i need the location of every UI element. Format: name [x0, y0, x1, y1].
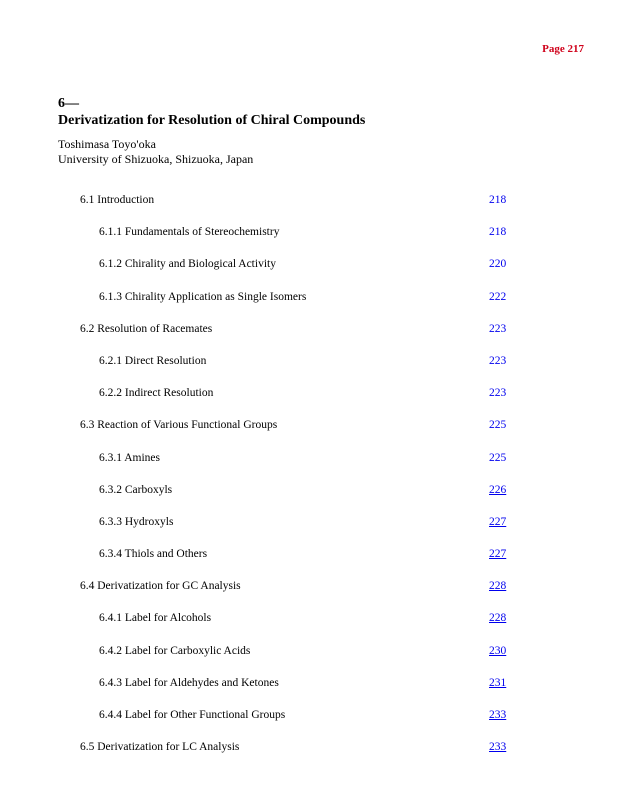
toc-page-link[interactable]: 231 — [489, 676, 507, 689]
toc-page-link[interactable]: 230 — [489, 644, 507, 657]
toc-page-link[interactable]: 227 — [489, 548, 507, 561]
toc-page-link[interactable]: 223 — [489, 354, 507, 367]
toc-entry — [0, 544, 640, 576]
toc-entry — [0, 190, 640, 222]
table-of-contents — [0, 190, 640, 769]
toc-entry-label: 6.3.3 Hydroxyls — [99, 515, 174, 528]
toc-page-link[interactable]: 233 — [489, 741, 507, 754]
toc-entry — [0, 351, 640, 383]
toc-entry-label: 6.4.2 Label for Carboxylic Acids — [99, 644, 251, 657]
toc-entry-label: 6.3.1 Amines — [99, 451, 161, 464]
toc-entry-label: 6.1.2 Chirality and Biological Activity — [99, 258, 276, 271]
toc-entry-label: 6.2 Resolution of Racemates — [80, 322, 213, 335]
toc-entry — [0, 480, 640, 512]
toc-page-link[interactable]: 227 — [489, 515, 507, 528]
toc-page-link[interactable]: 222 — [489, 290, 507, 303]
author-name: Toshimasa Toyo'oka — [58, 137, 156, 151]
toc-entry-label: 6.4.1 Label for Alcohols — [99, 612, 212, 625]
toc-entry — [0, 319, 640, 351]
toc-page-link[interactable]: 218 — [489, 226, 507, 239]
toc-page-link[interactable]: 223 — [489, 387, 507, 400]
toc-entry-label: 6.1.3 Chirality Application as Single Isomers — [99, 290, 307, 303]
toc-entry-label: 6.2.1 Direct Resolution — [99, 354, 207, 367]
toc-entry-label: 6.3 Reaction of Various Functional Groups — [80, 419, 278, 432]
toc-entry — [0, 737, 640, 769]
author-affiliation: University of Shizuoka, Shizuoka, Japan — [58, 152, 254, 166]
toc-page-link[interactable]: 228 — [489, 612, 507, 625]
toc-page-link[interactable]: 218 — [489, 194, 507, 206]
toc-entry — [0, 641, 640, 673]
toc-entry-label: 6.4.4 Label for Other Functional Groups — [99, 709, 286, 721]
toc-entry-label: 6.2.2 Indirect Resolution — [99, 387, 214, 400]
toc-page-link[interactable]: 233 — [489, 709, 507, 721]
toc-entry — [0, 673, 640, 705]
toc-entry-label: 6.3.2 Carboxyls — [99, 483, 173, 496]
toc-page-link[interactable]: 225 — [489, 419, 507, 432]
toc-page-link[interactable]: 225 — [489, 451, 507, 464]
toc-entry — [0, 222, 640, 254]
author-block — [58, 137, 253, 167]
chapter-heading — [58, 95, 365, 129]
toc-entry — [0, 448, 640, 480]
chapter-number: 6— — [58, 96, 79, 111]
toc-entry-label: 6.5 Derivatization for LC Analysis — [80, 741, 240, 754]
toc-entry — [0, 576, 640, 608]
toc-page-link[interactable]: 220 — [489, 258, 507, 271]
toc-entry-label: 6.3.4 Thiols and Others — [99, 548, 208, 561]
toc-entry — [0, 287, 640, 319]
toc-entry — [0, 512, 640, 544]
toc-entry — [0, 254, 640, 286]
toc-entry-label: 6.4.3 Label for Aldehydes and Ketones — [99, 676, 279, 689]
toc-page-link[interactable]: 226 — [489, 483, 507, 496]
toc-entry-label: 6.1 Introduction — [80, 194, 155, 206]
chapter-title: Derivatization for Resolution of Chiral Compounds — [58, 113, 366, 128]
toc-entry — [0, 383, 640, 415]
toc-page-link[interactable]: 228 — [489, 580, 507, 593]
toc-entry — [0, 705, 640, 737]
toc-entry-label: 6.4 Derivatization for GC Analysis — [80, 580, 241, 593]
page-number: Page 217 — [542, 43, 584, 55]
toc-entry — [0, 415, 640, 447]
toc-entry-label: 6.1.1 Fundamentals of Stereochemistry — [99, 226, 280, 239]
toc-entry — [0, 608, 640, 640]
toc-page-link[interactable]: 223 — [489, 322, 507, 335]
